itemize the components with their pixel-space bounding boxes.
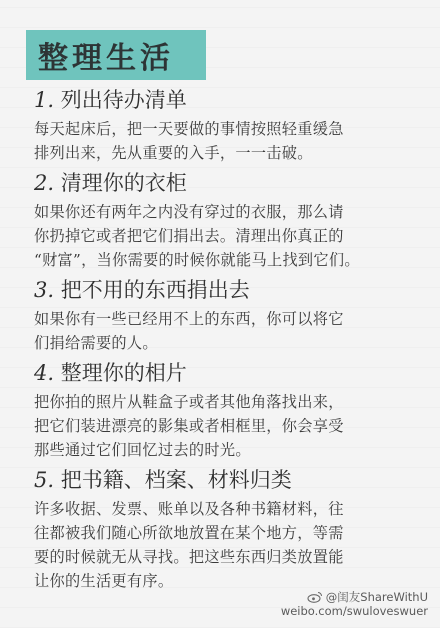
- paragraph-line: 每天起床后，把一天要做的事情按照轻重缓急: [34, 120, 344, 138]
- section-number: 3.: [34, 278, 55, 302]
- paragraph-line: 那些通过它们回忆过去的时光。: [34, 441, 251, 459]
- section-5: [34, 466, 424, 593]
- section-heading: [34, 169, 424, 197]
- section-number: 4.: [34, 361, 55, 385]
- paragraph-line: 要的时候就无从寻找。把这些东西归类放置能: [34, 548, 344, 566]
- section-number: 2.: [34, 171, 55, 195]
- paragraph-line: 如果你有一些已经用不上的东西，你可以将它: [34, 310, 344, 328]
- paragraph-line: 许多收据、发票、账单以及各种书籍材料，往: [34, 500, 344, 518]
- watermark-handle-row: [281, 590, 428, 604]
- section-3: [34, 276, 424, 355]
- section-heading: [34, 466, 424, 494]
- section-1: [34, 86, 424, 165]
- title-banner: [26, 30, 206, 80]
- paragraph-line: 你扔掉它或者把它们捐出去。清理出你真正的: [34, 227, 344, 245]
- section-title: 把书籍、档案、材料归类: [60, 468, 292, 492]
- paragraph-line: 往都被我们随心所欲地放置在某个地方，等需: [34, 524, 344, 542]
- watermark-handle: @闺友ShareWithU: [325, 590, 428, 604]
- section-number: 5.: [34, 468, 55, 492]
- paragraph-line: 把你拍的照片从鞋盒子或者其他角落找出来，: [34, 393, 344, 411]
- weibo-watermark: [281, 590, 428, 618]
- section-heading: [34, 86, 424, 114]
- paragraph-line: “财富”，当你需要的时候你就能马上找到它们。: [34, 251, 360, 269]
- paragraph-line: 让你的生活更有序。: [34, 572, 174, 590]
- section-2: [34, 169, 424, 272]
- paragraph-line: 排列出来，先从重要的入手，一一击破。: [34, 144, 313, 162]
- page-title: 整理生活: [38, 41, 174, 76]
- weibo-icon: [307, 591, 323, 603]
- section-title: 把不用的东西捐出去: [60, 278, 250, 302]
- section-title: 列出待办清单: [60, 88, 187, 112]
- section-heading: [34, 276, 424, 304]
- paragraph-line: 如果你还有两年之内没有穿过的衣服，那么请: [34, 203, 344, 221]
- article-body: [34, 86, 424, 597]
- paragraph-line: 把它们装进漂亮的影集或者相框里，你会享受: [34, 417, 344, 435]
- section-title: 清理你的衣柜: [60, 171, 187, 195]
- section-4: [34, 359, 424, 462]
- section-number: 1.: [34, 88, 55, 112]
- paragraph-line: 们捐给需要的人。: [34, 334, 158, 352]
- watermark-url: weibo.com/swuloveswuer: [280, 604, 428, 618]
- section-title: 整理你的相片: [60, 361, 187, 385]
- section-heading: [34, 359, 424, 387]
